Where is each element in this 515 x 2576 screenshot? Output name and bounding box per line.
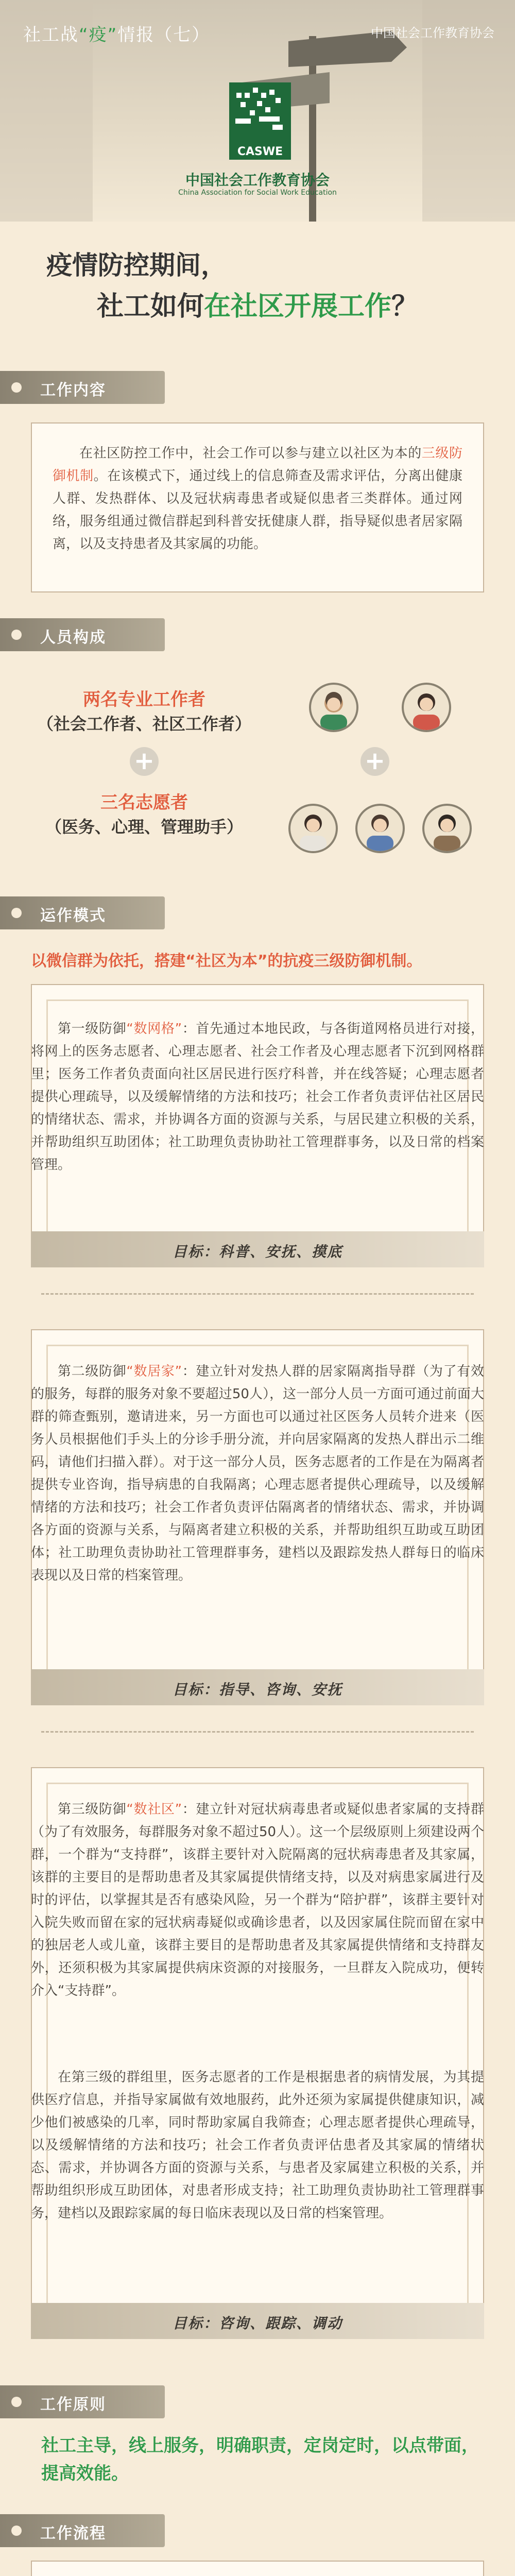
social-worker-avatar-icon [309, 683, 358, 732]
content-box [31, 422, 484, 592]
medical-volunteer-avatar-icon [288, 804, 338, 853]
mode-headline: 以微信群为依托，搭建“社区为本”的抗疫三级防御机制。 [31, 952, 422, 970]
divider [41, 1731, 474, 1733]
section-header-staff: 人员构成 [0, 618, 165, 651]
header-banner [0, 0, 515, 222]
section-header-mode: 运作模式 [0, 896, 165, 929]
staff-group1-label: 两名专业工作者 [83, 689, 205, 710]
content-paragraph: 在社区防控工作中，社会工作可以参与建立以社区为本的三级防御机制。在该模式下，通过线上的信息筛查及需求评估，分离出健康人群、发热群体、以及冠状病毒患者或疑似患者三类群体。通过网络，服务组通过微信群起到科普安抚健康人群，指导疑似患者居家隔离，以及支持患者及其家属的功能。 [53, 446, 462, 552]
tier3-text-2: 在第三级的群组里，医务志愿者的工作是根据患者的病情发展，为其提供医疗信息，并指导家属做有效地服药，此外还须为家属提供健康知识，减少他们被感染的几率，同时帮助家属自我筛查；心理志愿者提供心理疏导，以及缓解情绪的方法和技巧；社会工作者负责评估患者及其家属的情绪状态、需求，并协调各方面的资源与关系，与患者及家属建立积极的关系，并帮助组织形成互助团体，对患者形成支持；社工助理负责协助社工管理群事务，建档以及跟踪家属的每日临床表现以及日常的档案管理。 [31, 2070, 484, 2221]
logo-letters: CASWE [237, 145, 283, 158]
tier3-target: 目标：咨询、跟踪、调动 [31, 2303, 484, 2339]
org-name-en: China Association for Social Work Education [178, 189, 337, 197]
tier2-text: 第二级防御“数居家”：建立针对发热人群的居家隔离指导群（为了有效的服务，每群的服务对象不要超过50人），这一部分人员一方面可通过前面大群的筛查甄别，邀请进来，另一方面也可以通过社区医务人员转介进来（医务人员根据他们手头上的分诊手册分流，并向居家隔离的发热人群出示二维码，请他们扫描入群）。对于这一部分人员，医务志愿者的工作是在为隔离者提供专业咨询，指导病患的自我隔离；心理志愿者提供心理疏导，以及缓解情绪的方法和技巧；社会工作者负责评估隔离者的情绪状态、需求，并协调各方面的资源与关系，与隔离者建立积极的关系，并帮助组织互助或互助团体；社工助理负责协助社工管理群事务，建档以及跟踪发热人群每日的临床表现以及日常的档案管理。 [31, 1364, 484, 1583]
staff-group2-sub: （医务、心理、管理助手） [45, 817, 243, 837]
staff-group1-sub: （社会工作者、社区工作者） [37, 714, 251, 734]
series-title: 社工战“疫”情报（七） [23, 25, 211, 45]
tier1-target: 目标：科普、安抚、摸底 [31, 1231, 484, 1267]
community-worker-avatar-icon [402, 683, 451, 732]
header-org-tag: 中国社会工作教育协会 [371, 26, 494, 40]
tier3-text: 第三级防御“数社区”：建立针对冠状病毒患者或疑似患者家属的支持群（为了有效服务，每群服务对象不超过50人）。这一个层级原则上须建设两个群，一个群为“支持群”，该群主要针对入院隔离的冠状病毒患者及其家属，该群的主要目的是帮助患者及其家属提供情绪支持，以及对病患家属进行及时的评估，以掌握其是否有感染风险，另一个群为“陪护群”，该群主要针对入院失败而留在家的冠状病毒疑似或确诊患者，以及因家属住院而留在家中的独居老人或儿童，该群主要目的是帮助患者及其家属提供情绪和支持群友外，还须积极为其家属提供病床资源的对接服务，一旦群友入院成功，便转介入“支持群”。 [31, 1802, 484, 1998]
psychology-volunteer-avatar-icon [355, 804, 405, 853]
admin-assistant-avatar-icon [422, 804, 472, 853]
flow-connectors [32, 2562, 483, 2576]
org-name: 中国社会工作教育协会 [185, 172, 330, 189]
tier2-target: 目标：指导、咨询、安抚 [31, 1669, 484, 1705]
flow-chart [31, 2561, 484, 2576]
page-title-line1: 疫情防控期间， [46, 250, 227, 280]
section-header-flow: 工作流程 [0, 2514, 165, 2547]
plus-icon: + [360, 747, 389, 776]
divider [41, 1293, 474, 1295]
page-title-line2: 社工如何在社区开展工作？ [96, 291, 419, 322]
section-header-content: 工作内容 [0, 371, 165, 404]
section-header-principle: 工作原则 [0, 2385, 165, 2418]
principle-text: 社工主导，线上服务，明确职责，定岗定时，以点带面，提高效能。 [41, 2435, 479, 2484]
plus-icon: + [130, 747, 159, 776]
staff-group2-label: 三名志愿者 [100, 792, 188, 813]
tier1-text: 第一级防御“数网格”：首先通过本地民政，与各街道网格员进行对接，将网上的医务志愿者、心理志愿者、社会工作者及心理志愿者下沉到网格群里；医务工作者负责面向社区居民进行医疗科普，并在线答疑；心理志愿者提供心理疏导，以及缓解情绪的方法和技巧；社会工作者负责评估社区居民的情绪状态、需求，并协调各方面的资源与关系，与居民建立积极的关系，并帮助组织互助团体；社工助理负责协助社工管理群事务，以及日常的档案管理。 [31, 1021, 484, 1173]
